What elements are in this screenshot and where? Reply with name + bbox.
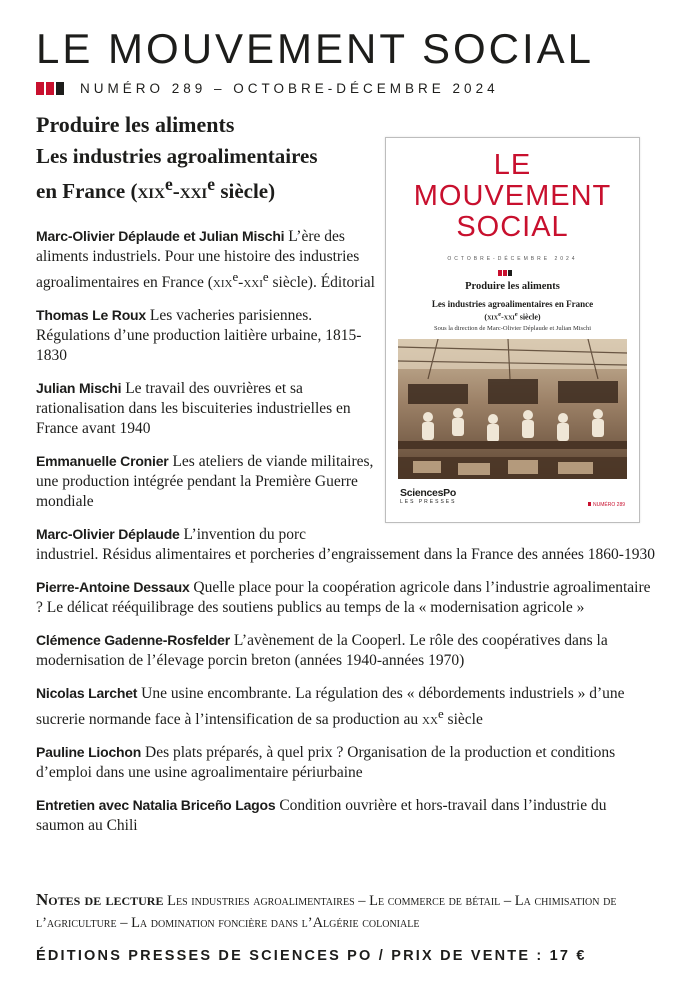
cover-issue-number-text: NUMÉRO 289 <box>593 502 625 508</box>
cover-subtitle-part: ( <box>484 312 488 322</box>
black-square-icon <box>508 270 512 276</box>
toc-author: Pauline Liochon <box>36 744 142 761</box>
cover-theme: Produire les aliments <box>465 281 560 292</box>
theme-subtitle-part: - <box>172 179 180 203</box>
cover-image <box>385 137 640 523</box>
cover-title <box>386 150 639 243</box>
black-square-icon <box>56 82 64 95</box>
cover-title-line: MOUVEMENT <box>413 180 612 212</box>
superscript: e <box>232 269 239 284</box>
red-square-icon <box>36 82 44 95</box>
notes-text: Les industries agroalimentaires – Le commerce de bétail – La chimisation de l’agriculture – La domination foncière dans l’Algérie coloniale <box>36 893 617 931</box>
cover-squares <box>498 270 513 276</box>
century-numeral: xxi <box>503 312 515 322</box>
superscript: e <box>498 311 502 318</box>
publisher-price-footer: ÉDITIONS PRESSES DE SCIENCES PO / PRIX DE VENTE : 17 € <box>36 948 587 964</box>
toc-author: Marc-Olivier Déplaude et Julian Mischi <box>36 228 285 244</box>
toc-author: Nicolas Larchet <box>36 685 138 702</box>
publisher-subname: LES PRESSES <box>400 499 457 505</box>
cover-date: OCTOBRE-DÉCEMBRE 2024 <box>447 256 578 262</box>
toc-title: Des plats préparés, à quel prix ? Organisation de la production et conditions d’emploi dans une usine agroalimentaire périurbaine <box>36 744 616 782</box>
red-square-icon <box>503 270 507 276</box>
toc-entry <box>36 524 656 565</box>
red-square-icon <box>498 270 502 276</box>
toc-title-part: industriel. Résidus alimentaires et porcheries d’engraissement dans la France des années 1860-1930 <box>36 546 655 564</box>
cover-issue-number <box>588 502 625 508</box>
toc-title-part: siècle <box>443 711 483 729</box>
century-numeral: xxi <box>243 274 263 292</box>
cover-direction: Sous la direction de Marc-Olivier Déplaude et Julian Mischi <box>433 325 592 332</box>
toc-entry <box>36 683 656 730</box>
toc-title-part: - <box>238 274 244 292</box>
cover-subtitle-part: siècle) <box>517 312 541 322</box>
toc-title-part: L’invention du porc <box>179 526 307 544</box>
toc-author: Marc-Olivier Déplaude <box>36 526 180 543</box>
theme-subtitle-part: siècle) <box>215 179 276 203</box>
cover-subtitle-part: - <box>501 312 504 322</box>
toc-entry <box>36 795 656 836</box>
factory-photo-image <box>398 339 627 479</box>
reading-notes <box>36 889 646 934</box>
century-numeral: xix <box>212 274 233 292</box>
toc-entry <box>36 378 376 439</box>
red-square-icon <box>588 502 591 506</box>
toc-title-part: L’ère des aliments industriels. Pour une histoire des industries agroalimentaires en France ( <box>36 228 360 292</box>
toc-title-part: siècle). Éditorial <box>268 274 375 292</box>
theme-subtitle <box>36 142 366 205</box>
toc-title-part: Une usine encombrante. La régulation des « débordements industriels » d’une sucrerie normande face à l’intensification de sa production au <box>36 685 625 729</box>
toc-author: Entretien avec Natalia Briceño Lagos <box>36 797 276 814</box>
superscript: e <box>437 706 444 722</box>
toc-entry <box>36 630 656 671</box>
toc-entry <box>36 451 376 512</box>
toc-author: Clémence Gadenne-Rosfelder <box>36 632 230 649</box>
toc-title: Le travail des ouvrières et sa rationalisation dans les biscuiteries industrielles en France avant 1940 <box>36 380 351 438</box>
toc-title: Condition ouvrière et hors-travail dans l’industrie du saumon au Chili <box>36 797 607 835</box>
cover-title-line: LE <box>493 149 532 181</box>
toc-entry <box>36 305 376 366</box>
century-numeral: xxi <box>179 179 208 203</box>
theme-subtitle-line1: Les industries agroalimentaires <box>36 144 318 168</box>
cover-subtitle-centuries <box>386 311 639 322</box>
theme-subtitle-part: en France ( <box>36 179 138 203</box>
superscript: e <box>262 269 269 284</box>
cover-title-line: SOCIAL <box>456 211 569 243</box>
publisher-name: SciencesPo <box>400 487 456 499</box>
superscript: e <box>514 311 518 318</box>
superscript: e <box>164 174 173 194</box>
toc-title: Quelle place pour la coopération agricole dans l’industrie agroalimentaire ? Le délicat rééquilibrage des soutiens publics au temps de la « modernisation agricole » <box>36 579 651 617</box>
sciences-po-logo <box>400 487 456 505</box>
toc-entry <box>36 742 656 783</box>
theme-title: Produire les aliments <box>36 112 235 137</box>
century-numeral: xx <box>422 711 438 729</box>
superscript: e <box>207 174 216 194</box>
issue-line <box>36 80 499 96</box>
toc-author: Julian Mischi <box>36 380 122 397</box>
toc-entry <box>36 577 656 618</box>
toc-title: Les ateliers de viande militaires, une production intégrée pendant la Première Guerre mondiale <box>36 453 374 511</box>
journal-title: LE MOUVEMENT SOCIAL <box>36 25 595 72</box>
red-square-icon <box>46 82 54 95</box>
notes-label: Notes de lecture <box>36 890 164 909</box>
toc-title: L’avènement de la Cooperl. Le rôle des coopératives dans la modernisation de l’élevage porcin breton (années 1940-années 1970) <box>36 632 608 670</box>
toc-author: Emmanuelle Cronier <box>36 453 169 470</box>
cover-subtitle: Les industries agroalimentaires en France <box>431 299 594 309</box>
toc-title: Les vacheries parisiennes. Régulations d’une production laitière urbaine, 1815-1830 <box>36 307 362 365</box>
toc-author: Thomas Le Roux <box>36 307 146 324</box>
toc-entry <box>36 226 376 293</box>
issue-number-date: NUMÉRO 289 – OCTOBRE-DÉCEMBRE 2024 <box>80 80 499 96</box>
century-numeral: xix <box>137 179 165 203</box>
century-numeral: xix <box>487 312 499 322</box>
toc-author: Pierre-Antoine Dessaux <box>36 579 190 596</box>
